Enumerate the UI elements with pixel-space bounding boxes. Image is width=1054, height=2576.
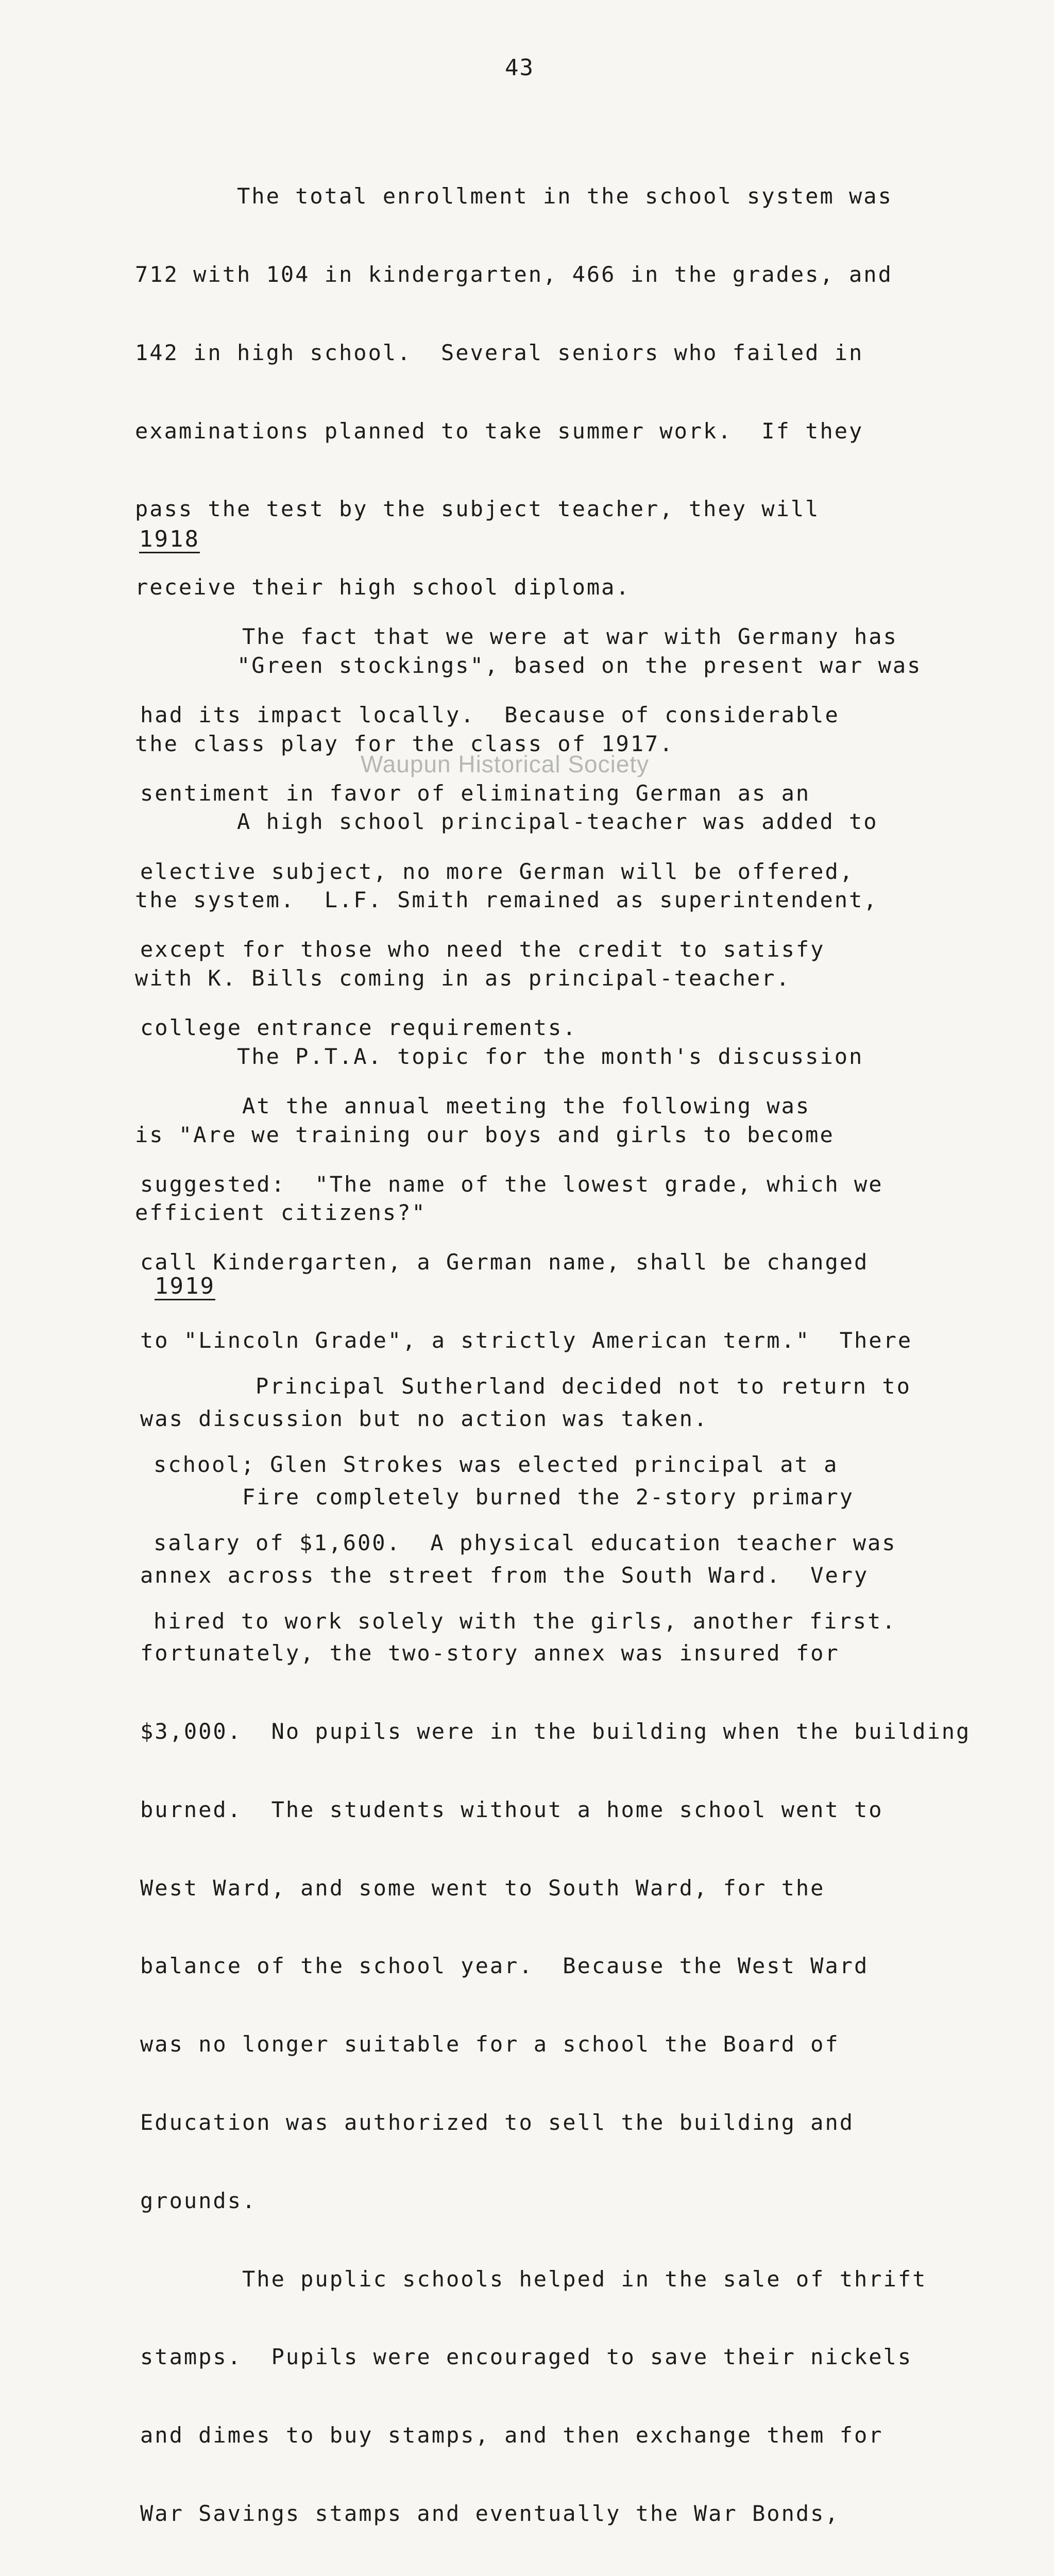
text-line: Principal Sutherland decided not to return to <box>154 1374 911 1399</box>
text-line: 142 in high school. Several seniors who failed in <box>135 340 864 365</box>
text-line: receive their high school diploma. <box>135 574 631 600</box>
text-line: The total enrollment in the school system was <box>135 183 893 209</box>
text-line: The fact that we were at war with Germany has <box>140 624 898 650</box>
text-line: 712 with 104 in kindergarten, 466 in the grades, and <box>135 261 893 287</box>
text-line: hired to work solely with the girls, another first. <box>154 1608 897 1634</box>
text-line: War Savings stamps and eventually the War Bonds, <box>140 2500 840 2526</box>
text-line: pass the test by the subject teacher, they will <box>135 496 820 522</box>
text-line: the class play for the class of 1917. <box>135 731 674 756</box>
text-line: is "Are we training our boys and girls to become <box>135 1122 835 1147</box>
heading-1919: 1919 <box>155 1273 215 1299</box>
text-line: with K. Bills coming in as principal-teacher. <box>135 965 791 991</box>
text-line: At the annual meeting the following was <box>140 1093 811 1118</box>
text-line: "Green stockings", based on the present war was <box>135 652 922 678</box>
watermark-text: Waupun Historical Society <box>361 751 650 777</box>
text-line: burned. The students without a home school went to <box>140 1797 883 1822</box>
text-line: call Kindergarten, a German name, shall be changed <box>140 1249 869 1275</box>
text-line: balance of the school year. Because the West Ward <box>140 1953 869 1979</box>
text-line: elective subject, no more German will be offered, <box>140 858 855 884</box>
text-line: sentiment in favor of eliminating German as an <box>140 780 811 806</box>
text-line: fortunately, the two-story annex was insured for <box>140 1640 840 1666</box>
text-line: examinations planned to take summer work. If they <box>135 418 864 444</box>
text-line: A high school principal-teacher was added to <box>135 809 878 835</box>
text-line: salary of $1,600. A physical education teacher was <box>154 1530 897 1555</box>
text-line: The P.T.A. topic for the month's discussion <box>135 1043 864 1069</box>
text-line: to "Lincoln Grade", a strictly American term." There <box>140 1328 913 1353</box>
heading-1918: 1918 <box>139 526 200 552</box>
text-line: $3,000. No pupils were in the building when the building <box>140 1719 971 1744</box>
text-line: was discussion but no action was taken. <box>140 1406 709 1431</box>
text-line: West Ward, and some went to South Ward, for the <box>140 1875 825 1901</box>
text-line: school; Glen Strokes was elected principal at a <box>154 1451 839 1477</box>
text-line: Education was authorized to sell the building and <box>140 2110 855 2136</box>
text-line: and dimes to buy stamps, and then exchange them for <box>140 2422 883 2448</box>
text-line: suggested: "The name of the lowest grade, which we <box>140 1171 883 1197</box>
text-line: annex across the street from the South Ward. Very <box>140 1562 869 1588</box>
text-line: Fire completely burned the 2-story primary <box>140 1484 855 1510</box>
section-1919-body <box>154 1321 1054 1686</box>
text-line: was no longer suitable for a school the Board of <box>140 2031 840 2057</box>
text-line: had its impact locally. Because of considerable <box>140 702 840 727</box>
text-line: stamps. Pupils were encouraged to save their nickels <box>140 2344 913 2370</box>
text-line: efficient citizens?" <box>135 1200 427 1226</box>
text-line: except for those who need the credit to satisfy <box>140 937 825 962</box>
text-line: The puplic schools helped in the sale of thrift <box>140 2266 927 2292</box>
text-line: grounds. <box>140 2188 257 2213</box>
text-line: college entrance requirements. <box>140 1015 577 1041</box>
page-number: 43 <box>505 55 534 81</box>
text-line: the system. L.F. Smith remained as superintendent, <box>135 887 878 913</box>
